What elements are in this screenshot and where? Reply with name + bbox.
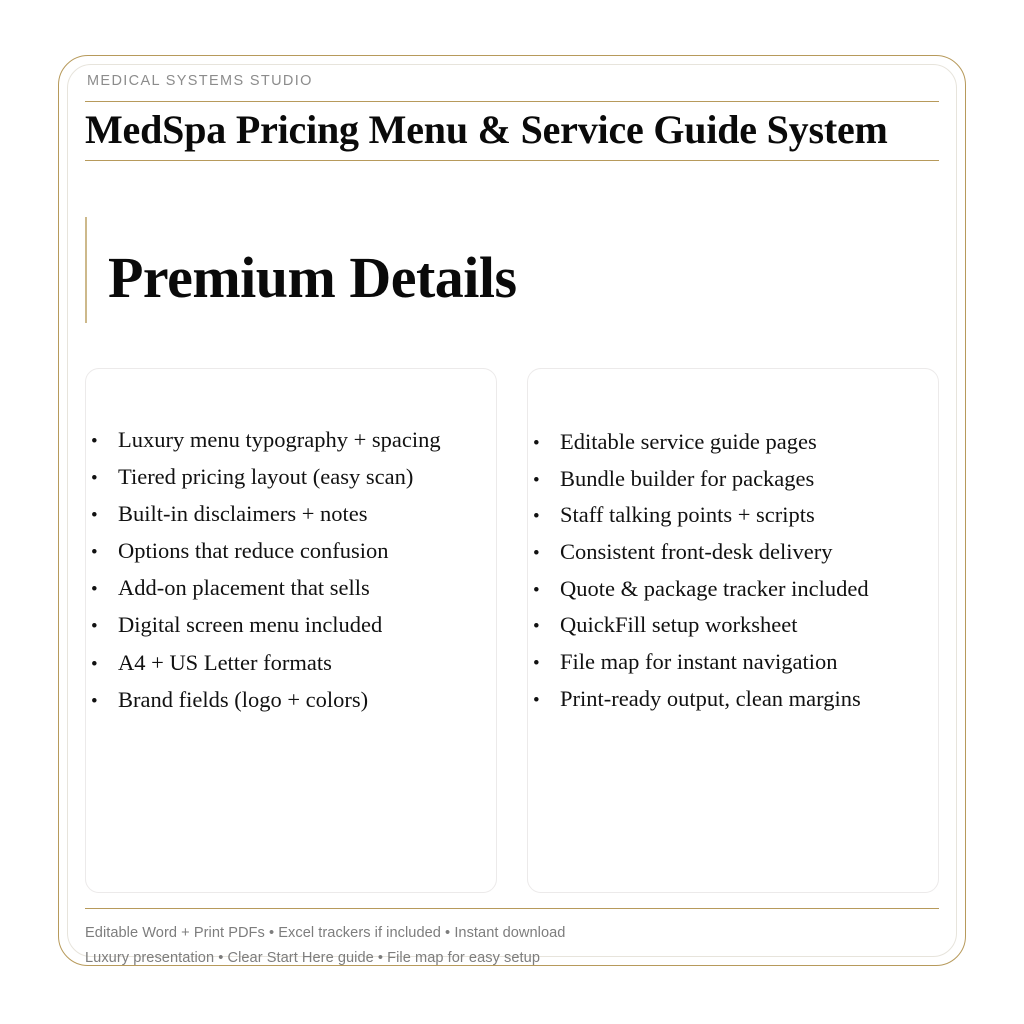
list-item — [527, 431, 939, 454]
list-item-label: Tiered pricing layout (easy scan) — [118, 464, 414, 490]
list-item — [85, 577, 497, 600]
list-item — [527, 504, 939, 527]
list-item — [527, 541, 939, 564]
bullet-icon: • — [533, 469, 540, 491]
list-item-label: Quote & package tracker included — [560, 575, 869, 601]
bullet-icon: • — [91, 542, 98, 564]
bullet-icon: • — [91, 579, 98, 601]
list-item-label: Staff talking points + scripts — [560, 502, 815, 528]
feature-column-right — [527, 429, 939, 726]
footer-line-2: Luxury presentation • Clear Start Here guide • File map for easy setup — [85, 950, 540, 966]
feature-list-right — [527, 431, 939, 710]
list-item-label: Brand fields (logo + colors) — [118, 686, 369, 712]
list-item-label: Built-in disclaimers + notes — [118, 501, 368, 527]
footer — [85, 908, 939, 971]
bullet-icon: • — [533, 616, 540, 638]
bullet-icon: • — [91, 690, 98, 712]
bullet-icon: • — [91, 431, 98, 452]
footer-text-block — [85, 909, 939, 971]
gold-accent-bar — [85, 217, 87, 323]
list-item-label: Add-on placement that sells — [118, 575, 370, 601]
list-item-label: Digital screen menu included — [118, 612, 383, 638]
feature-column-left — [85, 429, 497, 726]
list-item-label: Consistent front-desk delivery — [560, 539, 833, 565]
list-item-label: A4 + US Letter formats — [118, 649, 332, 675]
list-item — [85, 540, 497, 563]
list-item-label: Bundle builder for packages — [560, 465, 815, 491]
section-header — [85, 217, 939, 335]
bullet-icon: • — [533, 689, 540, 711]
list-item — [85, 614, 497, 637]
bullet-icon: • — [91, 505, 98, 527]
title-block — [85, 101, 939, 161]
bullet-icon: • — [533, 433, 540, 454]
list-item — [527, 575, 939, 601]
list-item-label: Options that reduce confusion — [118, 538, 389, 564]
bullet-icon: • — [91, 616, 98, 638]
bullet-icon: • — [533, 653, 540, 675]
bullet-icon: • — [533, 579, 540, 601]
document-frame — [58, 55, 966, 966]
bullet-icon: • — [533, 506, 540, 528]
list-item — [85, 686, 497, 712]
list-item — [85, 503, 497, 526]
document-content — [85, 72, 939, 966]
list-item — [527, 651, 939, 674]
page-title: MedSpa Pricing Menu & Service Guide System — [85, 106, 888, 152]
bullet-icon: • — [91, 468, 98, 490]
list-item — [85, 466, 497, 489]
bullet-icon: • — [91, 653, 98, 675]
list-item — [527, 685, 939, 711]
section-title: Premium Details — [108, 244, 517, 310]
list-item-label: Editable service guide pages — [560, 429, 817, 454]
list-item — [527, 614, 939, 637]
footer-line-1: Editable Word + Print PDFs • Excel trackers if included • Instant download — [85, 925, 566, 941]
list-item-label: File map for instant navigation — [560, 649, 838, 675]
list-item-label: Print-ready output, clean margins — [560, 685, 861, 711]
bullet-icon: • — [533, 543, 540, 565]
feature-list-left — [85, 429, 497, 711]
brand-eyebrow: MEDICAL SYSTEMS STUDIO — [87, 73, 313, 89]
list-item — [527, 465, 939, 491]
list-item — [85, 649, 497, 675]
list-item — [85, 429, 497, 452]
list-item-label: Luxury menu typography + spacing — [118, 427, 441, 452]
list-item-label: QuickFill setup worksheet — [560, 612, 798, 638]
